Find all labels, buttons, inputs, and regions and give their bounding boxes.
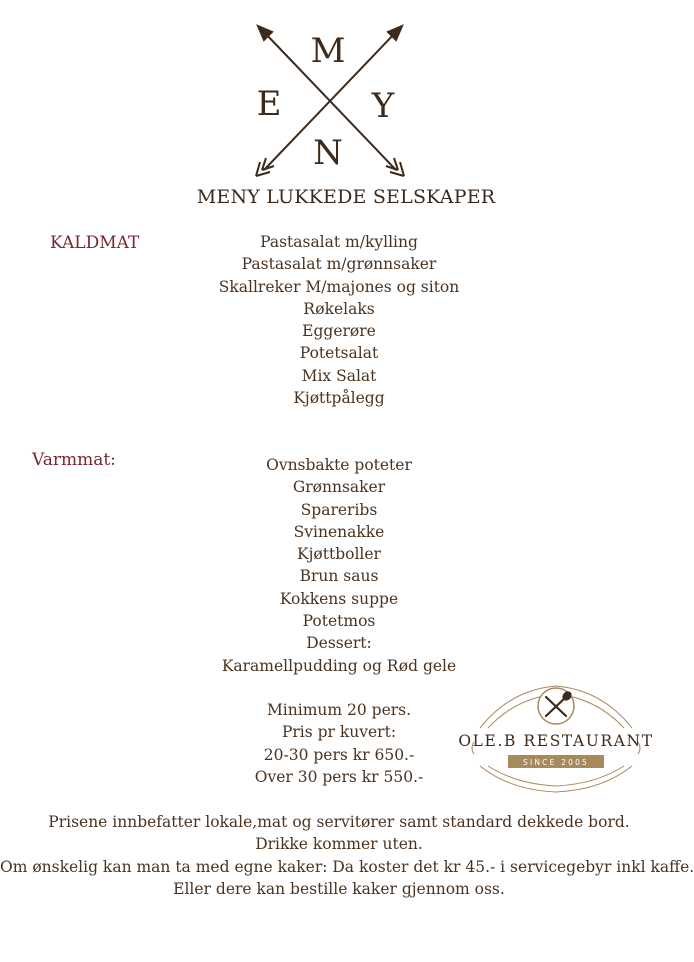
logo-letter-e: E	[256, 84, 282, 124]
pricing-block	[190, 699, 488, 788]
kaldmat-heading: KALDMAT	[50, 233, 140, 253]
logo-letter-y: Y	[371, 86, 395, 126]
meny-monogram-logo	[250, 22, 410, 180]
footer-line: Eller dere kan bestille kaker gjennom oss.	[173, 879, 505, 898]
varmmat-list	[140, 454, 538, 677]
pricing-line: Over 30 pers kr 550.-	[254, 767, 424, 786]
list-item: Ovnsbakte poteter	[266, 456, 412, 474]
logo-letter-n: N	[313, 133, 343, 173]
pricing-line: 20-30 pers kr 650.-	[263, 745, 415, 764]
list-item: Spareribs	[300, 500, 378, 519]
list-item: Grønnsaker	[292, 478, 386, 497]
list-item: Potetmos	[302, 612, 376, 631]
list-item: Kokkens suppe	[279, 589, 399, 608]
restaurant-since: SINCE 2005	[522, 758, 590, 767]
list-item: Pastasalat m/kylling	[260, 233, 418, 251]
logo-letter-m: M	[310, 31, 346, 71]
list-item: Dessert:	[306, 634, 372, 653]
list-item: Kjøttpålegg	[293, 389, 385, 408]
list-item: Mix Salat	[301, 366, 377, 385]
list-item: Kjøttboller	[297, 545, 381, 564]
footer-notes	[0, 811, 694, 900]
list-item: Potetsalat	[299, 344, 379, 363]
list-item: Eggerøre	[302, 322, 376, 341]
varmmat-heading: Varmmat:	[32, 450, 116, 470]
list-item: Svinenakke	[293, 522, 385, 541]
list-item: Pastasalat m/grønnsaker	[241, 255, 437, 274]
footer-line: Prisene innbefatter lokale,mat og servitører samt standard dekkede bord.	[48, 813, 630, 831]
footer-line: Om ønskelig kan man ta med egne kaker: Da koster det kr 45.- i servicegebyr inkl kaffe.	[0, 857, 694, 876]
pricing-line: Minimum 20 pers.	[266, 701, 412, 719]
restaurant-name: OLE.B RESTAURANT	[458, 732, 654, 750]
list-item: Skallreker M/majones og siton	[218, 277, 460, 296]
list-item: Karamellpudding og Rød gele	[221, 656, 457, 675]
pricing-line: Pris pr kuvert:	[281, 723, 397, 742]
menu-title: MENY LUKKEDE SELSKAPER	[196, 186, 496, 208]
footer-line: Drikke kommer uten.	[255, 835, 423, 854]
list-item: Brun saus	[299, 567, 379, 586]
ole-b-restaurant-logo	[458, 676, 654, 794]
list-item: Røkelaks	[303, 299, 375, 318]
kaldmat-list	[140, 231, 538, 409]
